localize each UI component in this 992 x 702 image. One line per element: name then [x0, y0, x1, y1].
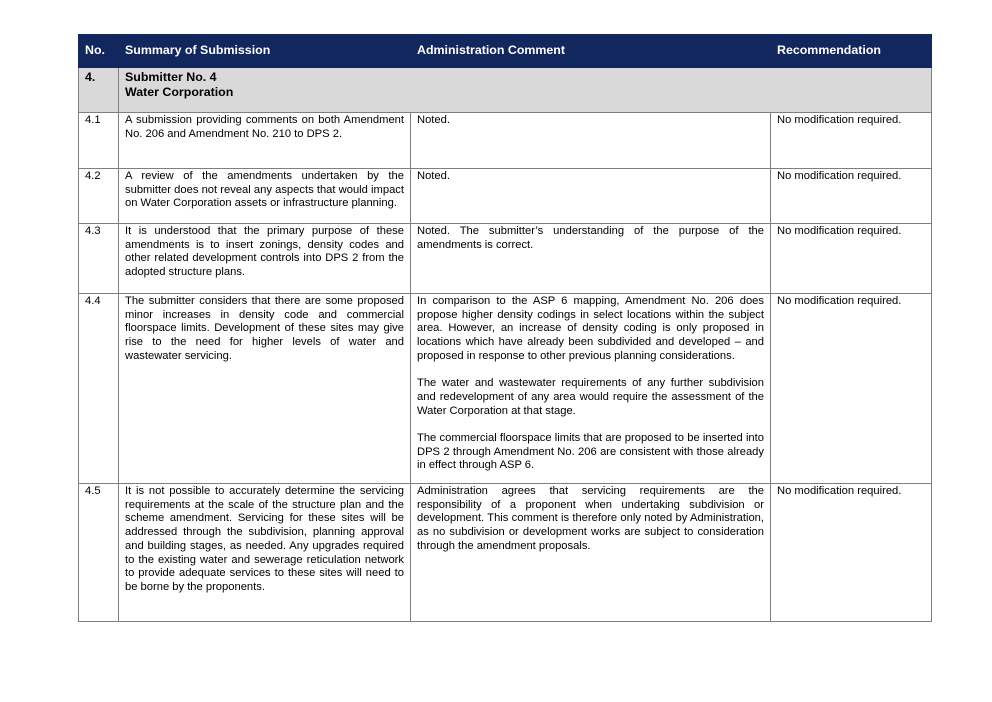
submitter-name: Water Corporation [125, 85, 234, 99]
admin-paragraph: Noted. [417, 114, 450, 126]
row-admin-comment [411, 484, 771, 622]
admin-paragraph: In comparison to the ASP 6 mapping, Amendment No. 206 does propose higher density codings in select locations within the subject area. However, an increase of density coding is only proposed in locations which have already been subdivided and developed – and proposed in response to other previous planning considerations. [417, 295, 764, 362]
row-recommendation: No modification required. [771, 484, 932, 622]
admin-paragraph: The water and wastewater requirements of any further subdivision and redevelopment of any area would require the assessment of the Water Corporation at that stage. [417, 377, 764, 417]
row-summary: A review of the amendments undertaken by the submitter does not reveal any aspects that would impact on Water Corporation assets or infrastructure planning. [119, 169, 411, 224]
submitter-row [79, 68, 932, 113]
row-number: 4.5 [79, 484, 119, 622]
submitter-title: Submitter No. 4 [125, 70, 217, 84]
admin-paragraph: The commercial floorspace limits that are proposed to be inserted into DPS 2 through Amendment No. 206 are consistent with those already in effect through ASP 6. [417, 432, 764, 472]
row-admin-comment [411, 169, 771, 224]
row-recommendation: No modification required. [771, 294, 932, 484]
row-recommendation: No modification required. [771, 169, 932, 224]
table-row [79, 224, 932, 294]
row-summary: It is not possible to accurately determine the servicing requirements at the scale of the structure plan and the scheme amendment. Servicing for these sites will be addressed through the subdivision, planning approval and building stages, as needed. Any upgrades required to the existing water and sewerage reticulation network to provide adequate services to these sites will need to be borne by the proponents. [119, 484, 411, 622]
row-summary: A submission providing comments on both Amendment No. 206 and Amendment No. 210 to DPS 2. [119, 113, 411, 169]
header-summary: Summary of Submission [119, 35, 411, 68]
row-summary: The submitter considers that there are some proposed minor increases in density code and commercial floorspace limits. Development of these sites may give rise to the need for higher levels of water and wastewater servicing. [119, 294, 411, 484]
row-recommendation: No modification required. [771, 113, 932, 169]
admin-paragraph: Noted. [417, 170, 450, 182]
submissions-table [78, 34, 932, 622]
row-admin-comment [411, 294, 771, 484]
admin-paragraph: Noted. The submitter’s understanding of the purpose of the amendments is correct. [417, 225, 764, 251]
header-row [79, 35, 932, 68]
row-number: 4.3 [79, 224, 119, 294]
header-admin-comment: Administration Comment [411, 35, 771, 68]
row-summary: It is understood that the primary purpose of these amendments is to insert zonings, density codes and other related development controls into DPS 2 from the adopted structure plans. [119, 224, 411, 294]
table-row [79, 484, 932, 622]
submitter-cell [119, 68, 932, 113]
row-recommendation: No modification required. [771, 224, 932, 294]
header-no: No. [79, 35, 119, 68]
row-number: 4.4 [79, 294, 119, 484]
table-row [79, 169, 932, 224]
row-admin-comment [411, 113, 771, 169]
admin-paragraph: Administration agrees that servicing requirements are the responsibility of a proponent when undertaking subdivision or development. This comment is therefore only noted by Administration, as no subdivision or development works are subject to consideration through the amendment proposals. [417, 485, 764, 552]
header-recommendation: Recommendation [771, 35, 932, 68]
row-admin-comment [411, 224, 771, 294]
table-row [79, 294, 932, 484]
row-number: 4.2 [79, 169, 119, 224]
table-row [79, 113, 932, 169]
submitter-number: 4. [79, 68, 119, 113]
row-number: 4.1 [79, 113, 119, 169]
